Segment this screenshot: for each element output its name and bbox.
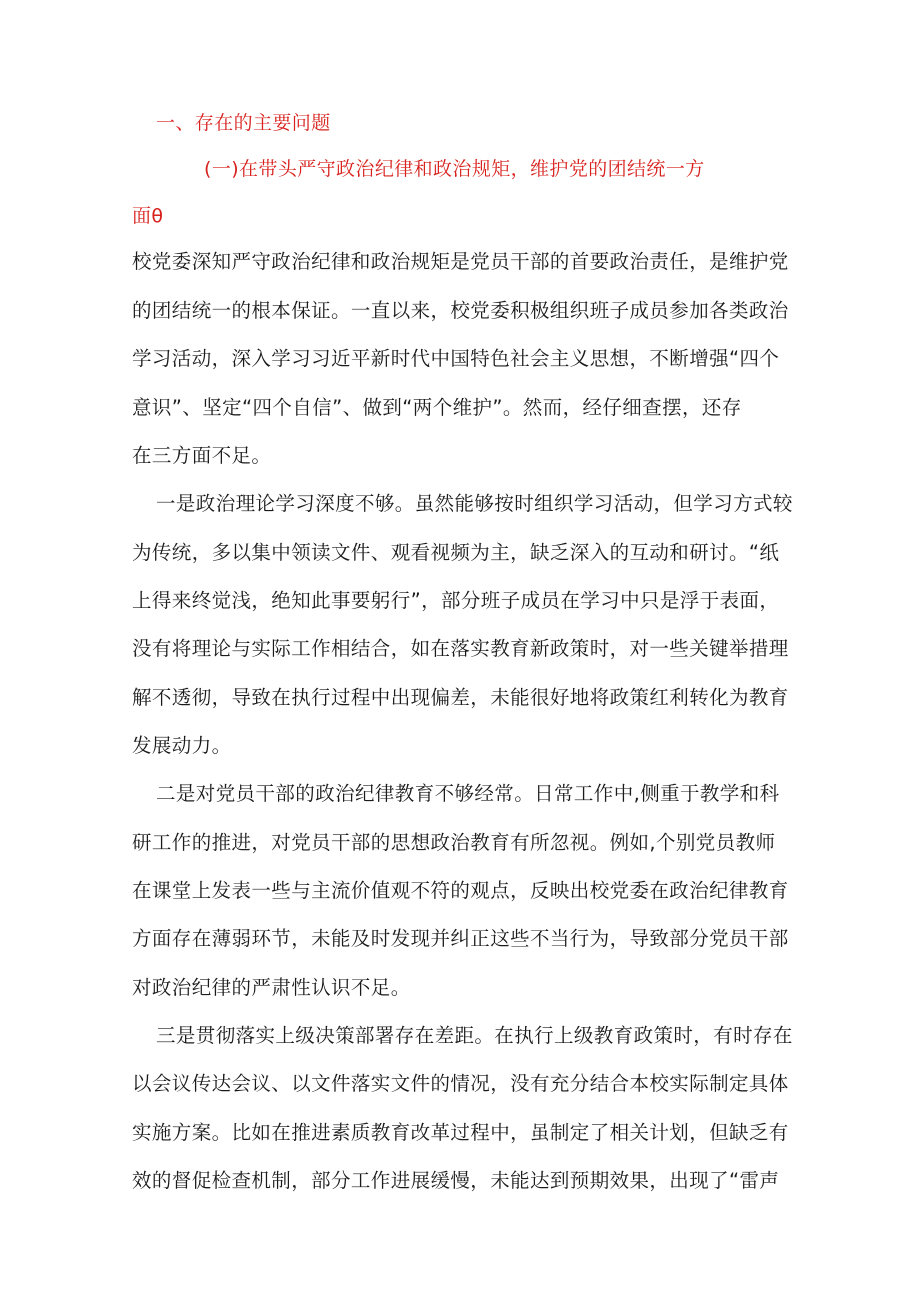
paragraph-4-line-4: 效的督促检查机制，部分工作进展缓慢，未能达到预期效果，出现了“雷声 <box>132 1169 780 1192</box>
paragraph-3-line-4: 方面存在薄弱环节，未能及时发现并纠正这些不当行为，导致部分党员干部 <box>132 927 789 950</box>
paragraph-2-line-1: 一是政治理论学习深度不够。虽然能够按时组织学习活动，但学习方式较 <box>156 492 793 515</box>
paragraph-1-line-4: 意识”、坚定“四个自信”、做到“两个维护”。然而，经仔细查摆，还存 <box>132 396 742 419</box>
paragraph-4-line-2: 以会议传达会议、以文件落实文件的情况，没有充分结合本校实际制定具体 <box>132 1072 789 1095</box>
paragraph-1-line-1: 校党委深知严守政治纪律和政治规矩是党员干部的首要政治责任，是维护党 <box>132 250 789 273</box>
paragraph-3-line-5: 对政治纪律的严肃性认识不足。 <box>132 976 411 999</box>
subsection-heading-line-2: 面θ <box>132 205 164 227</box>
paragraph-2-line-3: 上得来终觉浅，绝知此事要躬行”，部分班子成员在学习中只是浮于表面， <box>132 589 780 612</box>
paragraph-3-line-2: 研工作的推进，对党员干部的思想政治教育有所忽视。例如,个别党员教师 <box>132 831 776 854</box>
paragraph-4-line-1: 三是贯彻落实上级决策部署存在差距。在执行上级教育政策时，有时存在 <box>156 1024 793 1047</box>
paragraph-2-line-6: 发展动力。 <box>132 734 232 757</box>
subsection-heading-line-1: (一)在带头严守政治纪律和政治规矩，维护党的团结统一方 <box>204 158 705 180</box>
section-heading: 一、存在的主要问题 <box>156 112 331 134</box>
paragraph-3-line-3: 在课堂上发表一些与主流价值观不符的观点，反映出校党委在政治纪律教育 <box>132 879 789 902</box>
paragraph-3-line-1: 二是对党员干部的政治纪律教育不够经常。日常工作中,侧重于教学和科 <box>156 782 780 805</box>
paragraph-1-line-5: 在三方面不足。 <box>132 444 272 467</box>
paragraph-1-line-3: 学习活动，深入学习习近平新时代中国特色社会主义思想，不断增强“四个 <box>132 347 780 370</box>
paragraph-1-line-2: 的团结统一的根本保证。一直以来，校党委积极组织班子成员参加各类政治 <box>132 299 789 322</box>
paragraph-2-line-4: 没有将理论与实际工作相结合，如在落实教育新政策时，对一些关键举措理 <box>132 637 789 660</box>
paragraph-2-line-5: 解不透彻，导致在执行过程中出现偏差，未能很好地将政策红利转化为教育 <box>132 686 789 709</box>
paragraph-4-line-3: 实施方案。比如在推进素质教育改革过程中，虽制定了相关计划，但缺乏有 <box>132 1121 789 1144</box>
paragraph-2-line-2: 为传统，多以集中领读文件、观看视频为主，缺乏深入的互动和研讨。“纸 <box>132 541 780 564</box>
